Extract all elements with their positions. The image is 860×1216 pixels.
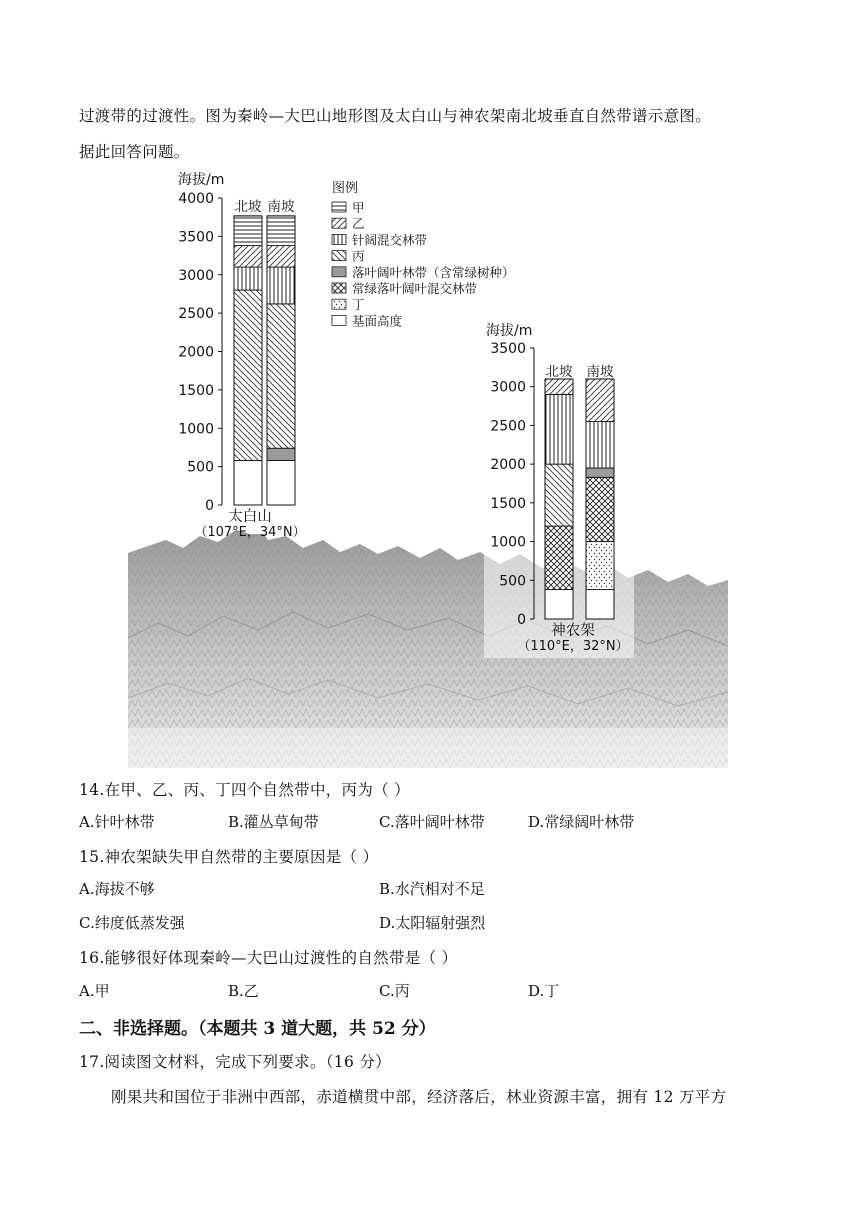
y-tick-label: 2000: [490, 457, 526, 474]
y-tick-label: 1500: [178, 382, 214, 399]
legend-swatch: [332, 315, 346, 325]
question-14-option-d: D.常绿阔叶林带: [528, 813, 635, 831]
y-tick-label: 500: [187, 459, 214, 476]
y-tick-label: 4000: [178, 191, 214, 207]
y-tick-label: 1000: [178, 421, 214, 438]
y-tick-label: 2500: [490, 418, 526, 435]
legend-label: 基面高度: [352, 313, 403, 329]
legend-label: 甲: [352, 200, 365, 215]
intro-line-2: 据此回答问题。: [79, 143, 190, 161]
legend-label: 落叶阔叶林带（含常绿树种）: [352, 264, 515, 280]
terrain-image: [128, 530, 728, 768]
legend-swatch: [332, 283, 346, 293]
zone-segment: [267, 304, 295, 448]
zone-segment: [545, 590, 573, 619]
zone-segment: [267, 267, 295, 304]
y-axis-label: 海拔/m: [486, 323, 533, 339]
legend-label: 丁: [352, 297, 365, 313]
legend-swatch: [332, 202, 346, 212]
vertical-zonation-figure: [128, 168, 728, 772]
zone-segment: [234, 267, 262, 290]
figure-svg: [128, 168, 728, 768]
slope-label: 南坡: [586, 364, 614, 380]
zone-segment: [586, 542, 614, 590]
y-tick-label: 3000: [178, 267, 214, 284]
y-tick-label: 2000: [178, 344, 214, 361]
chart-title: 太白山: [228, 509, 272, 525]
zone-segment: [234, 246, 262, 267]
question-17-text: 刚果共和国位于非洲中西部，赤道横贯中部，经济落后，林业资源丰富，拥有 12 万平方: [111, 1088, 727, 1106]
legend: [332, 181, 515, 328]
zone-segment: [267, 448, 295, 460]
question-14-option-a: A.针叶林带: [79, 813, 155, 831]
zone-segment: [267, 246, 295, 267]
legend-swatch: [332, 299, 346, 309]
legend-label: 乙: [352, 216, 365, 232]
question-14-option-c: C.落叶阔叶林带: [379, 813, 485, 831]
shennongjia-chart: [484, 321, 634, 658]
question-15-option-c: C.纬度低蒸发强: [79, 914, 185, 932]
intro-line-1: 过渡带的过渡性。图为秦岭—大巴山地形图及太白山与神农架南北坡垂直自然带谱示意图。: [79, 107, 712, 125]
y-tick-label: 0: [517, 612, 526, 628]
question-15-stem: 15.神农架缺失甲自然带的主要原因是（ ）: [79, 848, 379, 866]
question-15-option-b: B.水汽相对不足: [379, 880, 485, 898]
zone-segment: [234, 460, 262, 505]
question-16-option-a: A.甲: [79, 982, 110, 1000]
y-tick-label: 3000: [490, 379, 526, 396]
slope-label: 北坡: [545, 364, 573, 380]
legend-swatch: [332, 267, 346, 277]
question-16-option-d: D.丁: [528, 982, 560, 1000]
legend-label: 针阔混交林带: [352, 232, 428, 248]
chart-subtitle: （107°E，34°N）: [194, 525, 306, 540]
y-tick-label: 3500: [178, 229, 214, 246]
question-16-option-b: B.乙: [228, 982, 259, 1000]
y-tick-label: 0: [205, 498, 214, 514]
legend-title: 图例: [332, 181, 359, 196]
question-16-option-c: C.丙: [379, 982, 410, 1000]
question-17-stem: 17.阅读图文材料，完成下列要求。（16 分）: [79, 1053, 391, 1071]
zone-segment: [586, 422, 614, 468]
taibai-chart: [178, 171, 306, 540]
question-14-option-b: B.灌丛草甸带: [228, 813, 319, 831]
chart-title: 神农架: [551, 623, 595, 639]
question-15-option-a: A.海拔不够: [79, 880, 155, 898]
legend-swatch: [332, 218, 346, 228]
chart-subtitle: （110°E，32°N）: [517, 639, 629, 654]
zone-segment: [586, 379, 614, 422]
legend-label: 常绿落叶阔叶混交林带: [352, 281, 478, 296]
zone-segment: [545, 526, 573, 589]
zone-segment: [545, 464, 573, 526]
y-tick-label: 1000: [490, 534, 526, 551]
zone-segment: [267, 216, 295, 246]
zone-segment: [234, 290, 262, 460]
question-15-option-d: D.太阳辐射强烈: [379, 914, 486, 932]
y-tick-label: 2500: [178, 306, 214, 323]
legend-label: 丙: [352, 248, 365, 264]
question-14-stem: 14.在甲、乙、丙、丁四个自然带中，丙为（ ）: [79, 781, 410, 799]
slope-label: 南坡: [267, 199, 295, 215]
zone-segment: [234, 216, 262, 246]
y-tick-label: 1500: [490, 495, 526, 512]
slope-label: 北坡: [234, 199, 262, 215]
zone-segment: [267, 460, 295, 505]
legend-swatch: [332, 251, 346, 261]
zone-segment: [586, 468, 614, 477]
zone-segment: [545, 394, 573, 464]
y-tick-label: 500: [499, 573, 526, 590]
zone-segment: [586, 477, 614, 541]
question-16-stem: 16.能够很好体现秦岭—大巴山过渡性的自然带是（ ）: [79, 949, 458, 967]
zone-segment: [545, 379, 573, 394]
zone-segment: [586, 590, 614, 619]
legend-swatch: [332, 234, 346, 244]
y-tick-label: 3500: [490, 341, 526, 357]
y-axis-label: 海拔/m: [178, 172, 225, 188]
section-2-heading: 二、非选择题。（本题共 3 道大题，共 52 分）: [79, 1019, 436, 1039]
